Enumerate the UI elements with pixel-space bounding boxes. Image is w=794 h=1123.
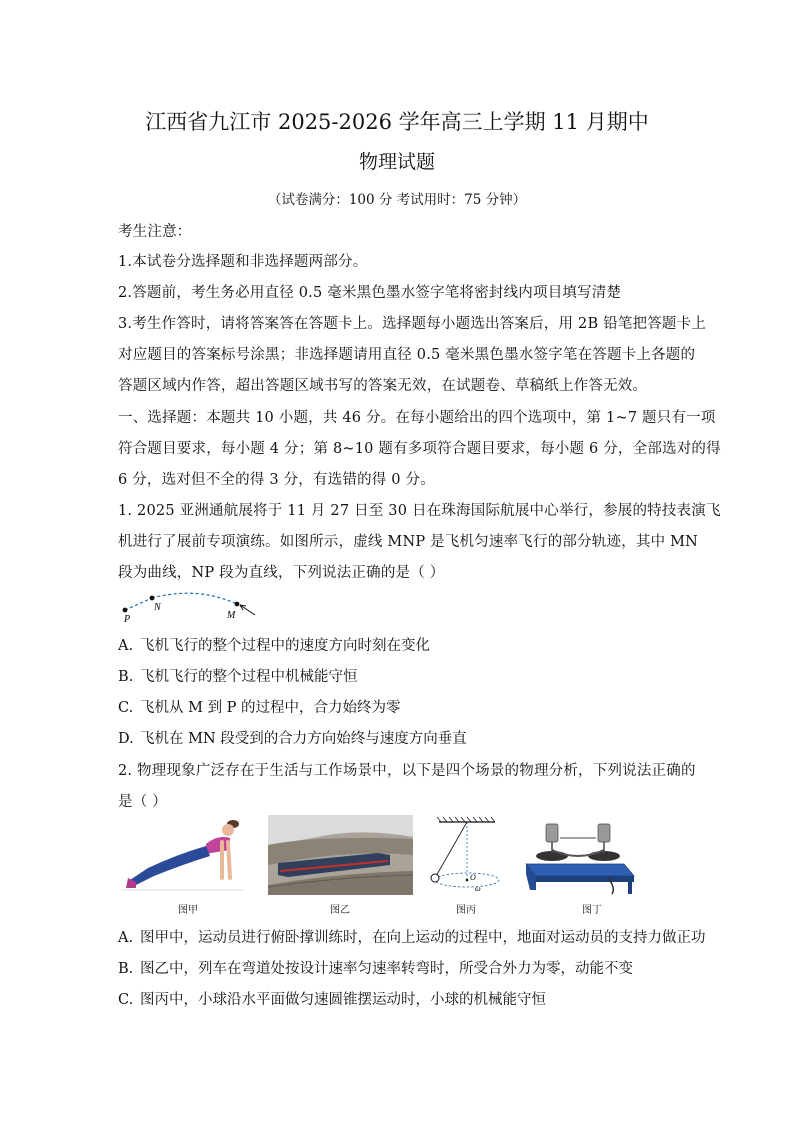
notice-line: 对应题目的答案标号涂黑；非选择题请用直径 0.5 毫米黑色墨水签字笔在答题卡上各题的 <box>118 347 696 363</box>
exam-subtitle: 物理试题 <box>358 151 435 173</box>
section-instruction: 一、选择题：本题共 10 小题，共 46 分。在每小题给出的四个选项中，第 1~7 题只有一项 <box>118 410 716 426</box>
trajectory-figure <box>115 588 265 624</box>
pushup-figure <box>118 812 248 898</box>
train-figure <box>268 815 413 895</box>
label-p: P <box>124 614 131 624</box>
option-key: A. <box>118 930 134 946</box>
caption-ding: 图丁 <box>582 905 602 916</box>
notice-line: 答题区域内作答，超出答题区域书写的答案无效，在试题卷、草稿纸上作答无效。 <box>118 378 648 394</box>
exam-title: 江西省九江市 2025-2026 学年高三上学期 11 月期中 <box>145 110 649 134</box>
label-o: O <box>470 873 476 882</box>
label-m: M <box>227 610 236 621</box>
option-text: 图乙中，列车在弯道处按设计速率匀速率转弯时，所受合外力为零，动能不变 <box>140 961 633 977</box>
notice-heading: 考生注意： <box>118 224 192 240</box>
question-2-stem: 2. 物理现象广泛存在于生活与工作场景中，以下是四个场景的物理分析，下列说法正确的 <box>118 763 696 779</box>
option-key: B. <box>118 669 134 685</box>
option-key: C. <box>118 700 134 716</box>
q2-option-c <box>118 988 546 1009</box>
section-instruction: 符合题目要求，每小题 4 分；第 8~10 题有多项符合题目要求，每小题 6 分，全部选对的得 <box>118 441 721 457</box>
option-text: 图丙中，小球沿水平面做匀速圆锥摆运动时，小球的机械能守恒 <box>140 992 546 1008</box>
section-instruction: 6 分，选对但不全的得 3 分，有选错的得 0 分。 <box>118 472 435 488</box>
option-key: C. <box>118 992 134 1008</box>
q2-option-a <box>118 926 706 947</box>
label-n: N <box>154 602 161 613</box>
pendulum-figure <box>425 816 505 896</box>
notice-line: 3.考生作答时，请将答案答在答题卡上。选择题每小题选出答案后，用 2B 铅笔把答题卡上 <box>118 316 707 332</box>
option-key: D. <box>118 731 134 747</box>
option-text: 飞机从 M 到 P 的过程中，合力始终为零 <box>140 700 401 716</box>
caption-jia: 图甲 <box>178 905 198 916</box>
label-omega: ω <box>475 884 481 893</box>
question-1-stem: 机进行了展前专项演练。如图所示，虚线 MNP 是飞机匀速率飞行的部分轨迹，其中 MN <box>118 534 699 550</box>
question-1-stem: 段为曲线，NP 段为直线，下列说法正确的是（ ） <box>118 565 445 581</box>
exam-info: （试卷满分：100 分 考试用时：75 分钟） <box>267 192 527 208</box>
notice-line: 1.本试卷分选择题和非选择题两部分。 <box>118 254 368 270</box>
option-text: 飞机飞行的整个过程中机械能守恒 <box>140 669 358 685</box>
option-key: A. <box>118 638 134 654</box>
q1-option-b <box>118 665 358 686</box>
q1-option-d <box>118 727 467 748</box>
q1-option-c <box>118 696 401 717</box>
option-text: 图甲中，运动员进行俯卧撑训练时，在向上运动的过程中，地面对运动员的支持力做正功 <box>140 930 706 946</box>
option-text: 飞机飞行的整个过程中的速度方向时刻在变化 <box>140 638 430 654</box>
q1-option-a <box>118 634 430 655</box>
caption-yi: 图乙 <box>330 905 350 916</box>
apparatus-figure <box>520 818 638 896</box>
option-text: 飞机在 MN 段受到的合力方向始终与速度方向垂直 <box>140 731 467 747</box>
q2-option-b <box>118 957 633 978</box>
question-2-stem: 是（ ） <box>118 794 167 810</box>
question-1-stem: 1. 2025 亚洲通航展将于 11 月 27 日至 30 日在珠海国际航展中心举行，参展的特技表演飞 <box>118 503 721 519</box>
option-key: B. <box>118 961 134 977</box>
notice-line: 2.答题前，考生务必用直径 0.5 毫米黑色墨水签字笔将密封线内项目填写清楚 <box>118 285 622 301</box>
caption-bing: 图丙 <box>456 905 476 916</box>
